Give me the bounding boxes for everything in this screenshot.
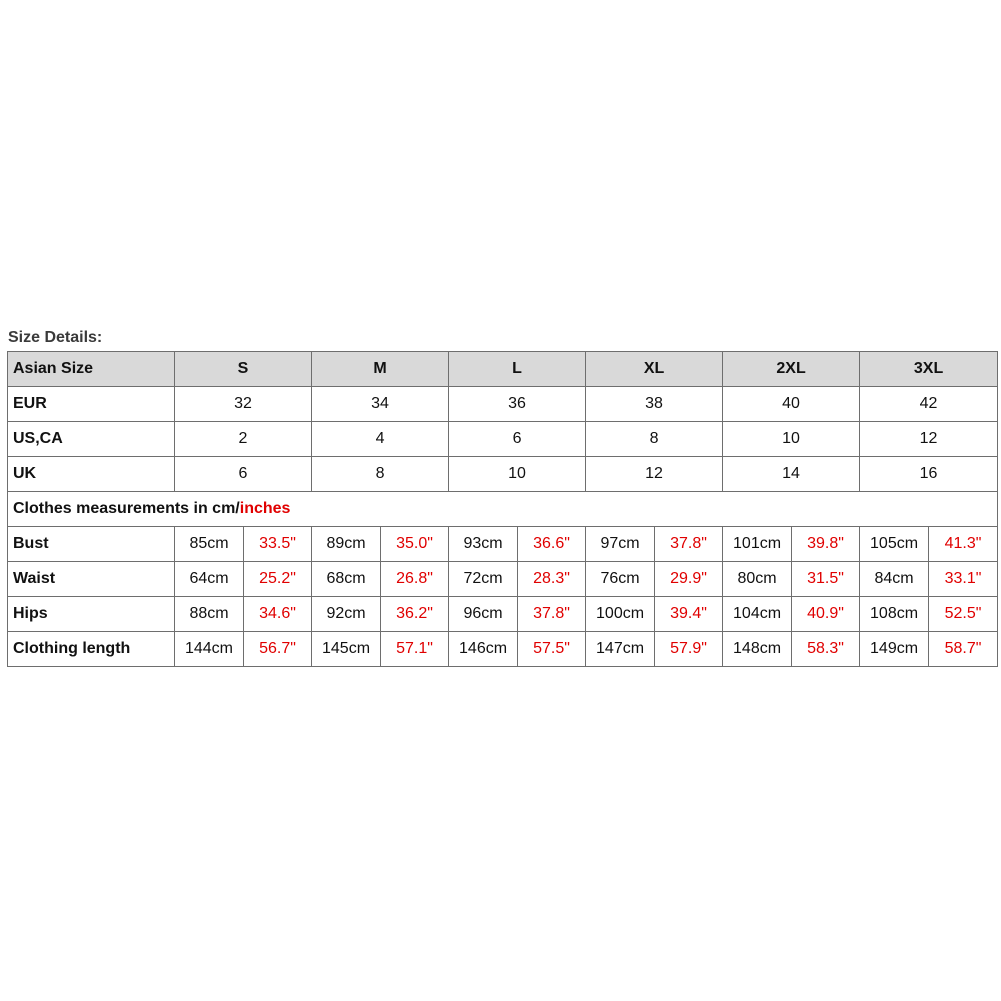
cm-value-cell: 92cm xyxy=(312,597,381,632)
size-header-cell: 3XL xyxy=(860,352,998,387)
conversion-row xyxy=(8,387,998,422)
cm-value-cell: 96cm xyxy=(449,597,518,632)
inch-value-cell: 57.1" xyxy=(381,632,449,667)
cm-value-cell: 88cm xyxy=(175,597,244,632)
measurements-title-inches: inches xyxy=(239,500,291,517)
row-label: Clothing length xyxy=(8,632,175,667)
cm-value-cell: 64cm xyxy=(175,562,244,597)
conversion-row xyxy=(8,457,998,492)
cm-value-cell: 76cm xyxy=(586,562,655,597)
inch-value-cell: 52.5" xyxy=(929,597,998,632)
inch-value-cell: 29.9" xyxy=(655,562,723,597)
row-label: US,CA xyxy=(8,422,175,457)
cm-value-cell: 104cm xyxy=(723,597,792,632)
size-value-cell: 34 xyxy=(312,387,449,422)
size-value-cell: 12 xyxy=(586,457,723,492)
inch-value-cell: 58.7" xyxy=(929,632,998,667)
measurements-title-row xyxy=(8,492,998,527)
measurements-title xyxy=(8,492,998,527)
cm-value-cell: 93cm xyxy=(449,527,518,562)
size-header-cell: 2XL xyxy=(723,352,860,387)
size-value-cell: 16 xyxy=(860,457,998,492)
size-value-cell: 8 xyxy=(312,457,449,492)
inch-value-cell: 37.8" xyxy=(518,597,586,632)
inch-value-cell: 39.4" xyxy=(655,597,723,632)
inch-value-cell: 31.5" xyxy=(792,562,860,597)
cm-value-cell: 105cm xyxy=(860,527,929,562)
inch-value-cell: 28.3" xyxy=(518,562,586,597)
cm-value-cell: 84cm xyxy=(860,562,929,597)
cm-value-cell: 148cm xyxy=(723,632,792,667)
inch-value-cell: 39.8" xyxy=(792,527,860,562)
size-value-cell: 38 xyxy=(586,387,723,422)
size-value-cell: 6 xyxy=(449,422,586,457)
measurement-row xyxy=(8,562,998,597)
inch-value-cell: 40.9" xyxy=(792,597,860,632)
row-label: Hips xyxy=(8,597,175,632)
inch-value-cell: 33.5" xyxy=(244,527,312,562)
row-label: UK xyxy=(8,457,175,492)
header-label: Asian Size xyxy=(8,352,175,387)
size-table-body xyxy=(8,352,998,667)
inch-value-cell: 58.3" xyxy=(792,632,860,667)
inch-value-cell: 35.0" xyxy=(381,527,449,562)
cm-value-cell: 100cm xyxy=(586,597,655,632)
measurement-row xyxy=(8,632,998,667)
size-value-cell: 32 xyxy=(175,387,312,422)
size-value-cell: 6 xyxy=(175,457,312,492)
size-header-cell: XL xyxy=(586,352,723,387)
size-header-cell: L xyxy=(449,352,586,387)
size-value-cell: 8 xyxy=(586,422,723,457)
measurement-row xyxy=(8,527,998,562)
cm-value-cell: 85cm xyxy=(175,527,244,562)
inch-value-cell: 26.8" xyxy=(381,562,449,597)
inch-value-cell: 41.3" xyxy=(929,527,998,562)
size-header-cell: M xyxy=(312,352,449,387)
inch-value-cell: 36.6" xyxy=(518,527,586,562)
size-chart-table xyxy=(7,351,998,667)
header-row xyxy=(8,352,998,387)
row-label: Bust xyxy=(8,527,175,562)
size-value-cell: 40 xyxy=(723,387,860,422)
cm-value-cell: 97cm xyxy=(586,527,655,562)
inch-value-cell: 36.2" xyxy=(381,597,449,632)
cm-value-cell: 68cm xyxy=(312,562,381,597)
measurements-title-prefix: Clothes measurements in cm/ xyxy=(13,500,240,517)
cm-value-cell: 145cm xyxy=(312,632,381,667)
cm-value-cell: 80cm xyxy=(723,562,792,597)
inch-value-cell: 25.2" xyxy=(244,562,312,597)
size-value-cell: 4 xyxy=(312,422,449,457)
cm-value-cell: 149cm xyxy=(860,632,929,667)
size-value-cell: 12 xyxy=(860,422,998,457)
cm-value-cell: 146cm xyxy=(449,632,518,667)
inch-value-cell: 37.8" xyxy=(655,527,723,562)
size-value-cell: 2 xyxy=(175,422,312,457)
row-label: EUR xyxy=(8,387,175,422)
cm-value-cell: 144cm xyxy=(175,632,244,667)
inch-value-cell: 57.9" xyxy=(655,632,723,667)
cm-value-cell: 72cm xyxy=(449,562,518,597)
cm-value-cell: 147cm xyxy=(586,632,655,667)
size-value-cell: 36 xyxy=(449,387,586,422)
conversion-row xyxy=(8,422,998,457)
inch-value-cell: 33.1" xyxy=(929,562,998,597)
size-value-cell: 14 xyxy=(723,457,860,492)
size-value-cell: 10 xyxy=(723,422,860,457)
cm-value-cell: 108cm xyxy=(860,597,929,632)
cm-value-cell: 89cm xyxy=(312,527,381,562)
cm-value-cell: 101cm xyxy=(723,527,792,562)
inch-value-cell: 34.6" xyxy=(244,597,312,632)
size-header-cell: S xyxy=(175,352,312,387)
size-value-cell: 42 xyxy=(860,387,998,422)
row-label: Waist xyxy=(8,562,175,597)
measurement-row xyxy=(8,597,998,632)
inch-value-cell: 56.7" xyxy=(244,632,312,667)
table-caption: Size Details: xyxy=(8,329,103,346)
size-value-cell: 10 xyxy=(449,457,586,492)
inch-value-cell: 57.5" xyxy=(518,632,586,667)
